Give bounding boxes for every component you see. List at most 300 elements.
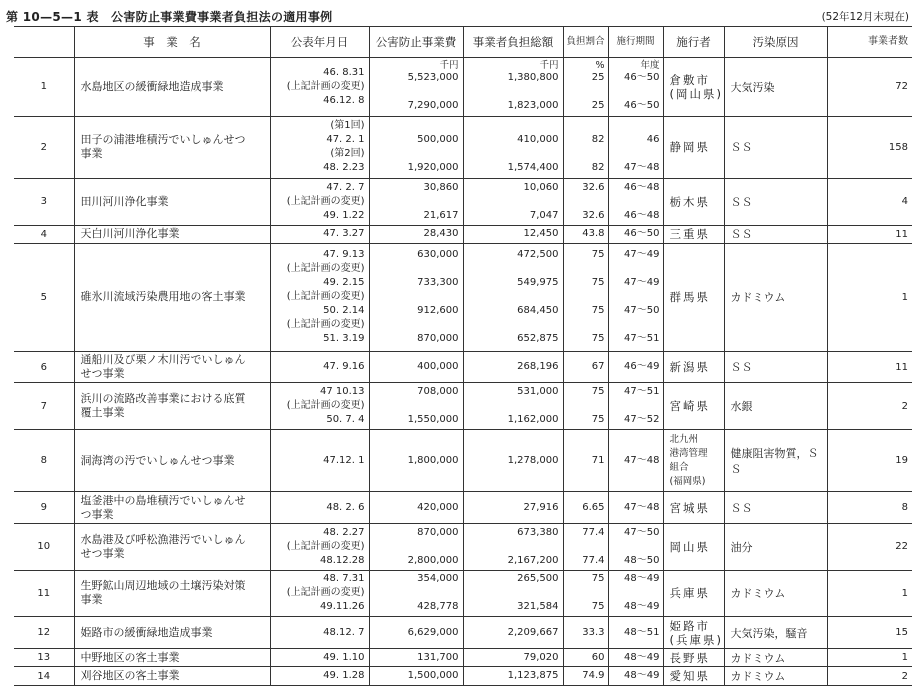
unit-label: 年度 <box>640 60 660 72</box>
agency <box>663 116 724 178</box>
period-value-line: 48〜51 <box>624 626 660 638</box>
period-value-line: 47〜48 <box>624 162 660 174</box>
col-cause: 汚染原因 <box>724 27 827 58</box>
burden-value-line: 1,162,000 <box>507 414 559 426</box>
period-value-line: 46〜50 <box>624 228 660 240</box>
pollution-cause: カドミウム <box>724 667 827 686</box>
agency <box>663 523 724 570</box>
cost-value-line: 1,500,000 <box>407 670 459 682</box>
col-count: 事業者数 <box>827 27 912 58</box>
agency <box>663 351 724 383</box>
agency <box>663 178 724 225</box>
pollution-cause: 水銀 <box>724 383 827 430</box>
project-name <box>74 430 270 492</box>
burden-value <box>463 523 563 570</box>
ratio-value <box>563 617 608 649</box>
project-name-line: 姫路市の緩衝緑地造成事業 <box>80 625 213 639</box>
business-count: 4 <box>827 178 912 225</box>
period-value-line <box>612 262 660 276</box>
col-project-name: 事 業 名 <box>74 27 270 58</box>
agency <box>663 617 724 649</box>
period-value <box>608 430 663 492</box>
period-value-line: 46〜48 <box>624 209 660 221</box>
cost-value-line: 912,600 <box>417 305 459 317</box>
business-count: 1 <box>827 570 912 617</box>
pollution-cause: 油分 <box>724 523 827 570</box>
burden-value-line <box>467 195 559 209</box>
ratio-value <box>563 178 608 225</box>
cost-value-line: 420,000 <box>417 501 459 513</box>
ratio-value-line <box>567 119 605 133</box>
pollution-cause: カドミウム <box>724 244 827 352</box>
period-value-line: 46〜48 <box>624 181 660 193</box>
table-row <box>14 58 912 117</box>
cost-value-line: 131,700 <box>417 651 459 663</box>
announce-date-line: 47 10.13 <box>319 386 365 398</box>
table-title: 第 10—5—1 表 公害防止事業費事業者負担法の適用事例 <box>6 10 333 24</box>
cost-value-line <box>373 586 459 600</box>
table-row <box>14 383 912 430</box>
pollution-cause: 大気汚染 <box>724 58 827 117</box>
ratio-value-line: 67 <box>591 361 605 373</box>
cost-value-line: 870,000 <box>417 526 459 538</box>
row-number: 7 <box>14 383 74 430</box>
cost-value-line: 28,430 <box>423 228 459 240</box>
period-value-line: 48〜49 <box>624 651 660 663</box>
cost-value-line <box>373 262 459 276</box>
ratio-value-line: 71 <box>591 454 605 466</box>
ratio-value-line: 82 <box>591 162 605 174</box>
cost-value-line <box>373 85 459 99</box>
cost-value <box>369 383 463 430</box>
table-body <box>14 58 912 686</box>
ratio-value <box>563 492 608 524</box>
cost-value <box>369 178 463 225</box>
period-value <box>608 383 663 430</box>
announce-date <box>270 430 369 492</box>
ratio-value <box>563 648 608 667</box>
burden-value-line <box>467 540 559 554</box>
project-name-line: 塩釜港中の島堆積汚でいしゅんせ <box>80 493 246 507</box>
agency <box>663 667 724 686</box>
cost-value-line: 2,800,000 <box>407 554 459 566</box>
project-name-line: 水島港及び呼松漁港汚でいしゅん <box>80 532 246 546</box>
announce-date-line: (上記計画の変更) <box>286 263 365 275</box>
announce-date-line: 47.12. 1 <box>323 454 365 466</box>
period-value-line: 47〜50 <box>624 526 660 538</box>
table-row <box>14 648 912 667</box>
row-number: 14 <box>14 667 74 686</box>
period-value <box>608 178 663 225</box>
burden-value-line: 549,975 <box>517 277 559 289</box>
announce-date <box>270 492 369 524</box>
burden-value-line <box>467 119 559 133</box>
burden-value-line: 79,020 <box>523 651 559 663</box>
business-count: 1 <box>827 244 912 352</box>
burden-value-line: 265,500 <box>517 573 559 585</box>
cost-value <box>369 351 463 383</box>
ratio-value-line: 32.6 <box>582 209 605 221</box>
cost-value <box>369 116 463 178</box>
agency-line: 愛知県 <box>669 669 710 684</box>
ratio-value <box>563 225 608 244</box>
announce-date <box>270 244 369 352</box>
row-number: 4 <box>14 225 74 244</box>
ratio-value-line: 25 <box>591 100 605 112</box>
announce-date <box>270 351 369 383</box>
announce-date <box>270 617 369 649</box>
announce-date-line: 49. 1.22 <box>323 209 365 221</box>
period-value-line: 46〜50 <box>624 100 660 112</box>
ratio-value-line: 32.6 <box>582 181 605 193</box>
as-of-date: (52年12月末現在) <box>821 11 909 23</box>
period-value-line <box>612 540 660 554</box>
agency-line: 兵庫県 <box>669 586 710 601</box>
announce-date-line: (第2回) <box>330 148 365 160</box>
ratio-value-line: 77.4 <box>582 526 605 538</box>
cost-value <box>369 570 463 617</box>
burden-value <box>463 225 563 244</box>
cost-value-line: 354,000 <box>417 573 459 585</box>
agency-line: 宮城県 <box>669 500 710 515</box>
burden-value <box>463 383 563 430</box>
project-name-line: 碓氷川流域汚染農用地の客土事業 <box>80 290 246 304</box>
business-count: 8 <box>827 492 912 524</box>
burden-value-line <box>467 262 559 276</box>
announce-date-line: 47. 9.13 <box>323 249 365 261</box>
agency <box>663 492 724 524</box>
ratio-value <box>563 244 608 352</box>
burden-value <box>463 244 563 352</box>
announce-date-line: (上記計画の変更) <box>286 80 365 92</box>
business-count: 11 <box>827 225 912 244</box>
row-number: 3 <box>14 178 74 225</box>
pollution-cause: ＳＳ <box>724 225 827 244</box>
ratio-value-line <box>567 586 605 600</box>
agency <box>663 244 724 352</box>
ratio-value <box>563 116 608 178</box>
col-announce-date: 公表年月日 <box>270 27 369 58</box>
period-value <box>608 492 663 524</box>
unit-label: 千円 <box>439 60 459 72</box>
business-count: 22 <box>827 523 912 570</box>
ratio-value-line: 75 <box>591 249 605 261</box>
announce-date <box>270 667 369 686</box>
period-value <box>608 570 663 617</box>
period-value-line: 47〜51 <box>624 386 660 398</box>
ratio-value <box>563 351 608 383</box>
burden-value-line: 652,875 <box>517 333 559 345</box>
announce-date <box>270 116 369 178</box>
period-value-line: 48〜50 <box>624 554 660 566</box>
cost-value-line <box>373 119 459 133</box>
col-ratio: 負担割合 <box>563 27 608 58</box>
ratio-value-line: 6.65 <box>582 501 605 513</box>
period-value-line: 47〜48 <box>624 501 660 513</box>
cost-value-line <box>373 399 459 413</box>
announce-date-line: 48. 2.27 <box>323 526 365 538</box>
pollution-cause: カドミウム <box>724 570 827 617</box>
period-value-line: 46 <box>646 134 660 146</box>
announce-date-line: 51. 3.19 <box>323 333 365 345</box>
ratio-value-line: 75 <box>591 601 605 613</box>
project-name <box>74 244 270 352</box>
burden-value <box>463 58 563 117</box>
ratio-value-line <box>567 540 605 554</box>
row-number: 9 <box>14 492 74 524</box>
burden-value <box>463 667 563 686</box>
cost-value <box>369 58 463 117</box>
burden-value-line: 268,196 <box>517 361 559 373</box>
burden-value <box>463 430 563 492</box>
announce-date-line: (上記計画の変更) <box>286 291 365 303</box>
agency <box>663 225 724 244</box>
period-value-line: 47〜52 <box>624 414 660 426</box>
ratio-value-line: 74.9 <box>582 670 605 682</box>
table-row <box>14 430 912 492</box>
agency-line: (兵庫県) <box>669 632 723 647</box>
agency-line: 新潟県 <box>669 360 710 375</box>
announce-date <box>270 570 369 617</box>
period-value-line <box>612 586 660 600</box>
period-value <box>608 667 663 686</box>
row-number: 12 <box>14 617 74 649</box>
burden-value-line: 10,060 <box>523 181 559 193</box>
project-name-line: 刈谷地区の客土事業 <box>80 669 180 683</box>
burden-value-line: 1,278,000 <box>507 454 559 466</box>
project-name-line: 事業 <box>80 147 103 161</box>
period-value-line <box>612 318 660 332</box>
business-count: 72 <box>827 58 912 117</box>
announce-date-line: (上記計画の変更) <box>286 319 365 331</box>
agency-line: 三重県 <box>669 227 710 242</box>
ratio-value-line: 75 <box>591 305 605 317</box>
agency-line: 栃木県 <box>669 194 710 209</box>
burden-value-line <box>467 318 559 332</box>
table-row <box>14 116 912 178</box>
period-value-line: 48〜49 <box>624 573 660 585</box>
cost-value-line: 1,800,000 <box>407 454 459 466</box>
period-value-line: 48〜49 <box>624 601 660 613</box>
cost-value <box>369 244 463 352</box>
project-name <box>74 492 270 524</box>
announce-date-line: 49.11.26 <box>319 601 365 613</box>
cost-value-line: 630,000 <box>417 249 459 261</box>
agency <box>663 383 724 430</box>
col-cost: 公害防止事業費 <box>369 27 463 58</box>
cost-value-line <box>373 540 459 554</box>
row-number: 1 <box>14 58 74 117</box>
period-value <box>608 116 663 178</box>
cost-value <box>369 430 463 492</box>
period-value-line <box>612 85 660 99</box>
burden-value <box>463 570 563 617</box>
cost-value <box>369 648 463 667</box>
agency-line: 姫路市 <box>669 618 710 633</box>
burden-value-line: 1,123,875 <box>507 670 559 682</box>
burden-value-line <box>467 147 559 161</box>
project-name <box>74 383 270 430</box>
pollution-cause: カドミウム <box>724 648 827 667</box>
business-count: 19 <box>827 430 912 492</box>
announce-date-line: 50. 7. 4 <box>326 414 365 426</box>
ratio-value-line: 82 <box>591 134 605 146</box>
project-name-line: 水島地区の緩衝緑地造成事業 <box>80 79 224 93</box>
period-value-line: 47〜50 <box>624 305 660 317</box>
ratio-value <box>563 570 608 617</box>
table-row <box>14 351 912 383</box>
col-period: 施行期間 <box>608 27 663 58</box>
burden-value-line: 27,916 <box>523 501 559 513</box>
burden-value-line: 1,574,400 <box>507 162 559 174</box>
row-number: 8 <box>14 430 74 492</box>
announce-date-line: 47. 3.27 <box>323 228 365 240</box>
burden-value-line: 673,380 <box>517 526 559 538</box>
burden-value <box>463 116 563 178</box>
burden-value-line <box>467 290 559 304</box>
cost-value-line: 30,860 <box>423 181 459 193</box>
row-number: 13 <box>14 648 74 667</box>
ratio-value <box>563 667 608 686</box>
cost-value-line: 6,629,000 <box>407 626 459 638</box>
announce-date-line: (上記計画の変更) <box>286 540 365 552</box>
period-value <box>608 244 663 352</box>
announce-date-line: 49. 1.10 <box>323 651 365 663</box>
period-value <box>608 351 663 383</box>
burden-value <box>463 492 563 524</box>
cost-value-line: 500,000 <box>417 134 459 146</box>
table-row <box>14 178 912 225</box>
project-name-line: 浜川の流路改善事業における底質 <box>80 392 246 406</box>
agency-line: 岡山県 <box>669 539 710 554</box>
row-number: 6 <box>14 351 74 383</box>
project-name <box>74 648 270 667</box>
project-name <box>74 178 270 225</box>
announce-date <box>270 383 369 430</box>
ratio-value-line <box>567 318 605 332</box>
project-name <box>74 667 270 686</box>
burden-value-line: 684,450 <box>517 305 559 317</box>
header-row <box>14 27 912 58</box>
announce-date <box>270 648 369 667</box>
announce-date <box>270 523 369 570</box>
agency-line: 港湾管理 <box>669 447 708 459</box>
announce-date-line: (第1回) <box>330 120 365 132</box>
ratio-value-line: 75 <box>591 277 605 289</box>
agency <box>663 648 724 667</box>
burden-value-line: 321,584 <box>517 601 559 613</box>
agency-line: (福岡県) <box>669 475 706 487</box>
project-name <box>74 225 270 244</box>
pollution-cause: ＳＳ <box>724 351 827 383</box>
business-count: 15 <box>827 617 912 649</box>
ratio-value-line <box>567 399 605 413</box>
announce-date-line: 47. 2. 7 <box>326 181 365 193</box>
cost-value-line <box>373 290 459 304</box>
col-number <box>14 27 74 58</box>
announce-date-line: (上記計画の変更) <box>286 400 365 412</box>
ratio-value-line: 77.4 <box>582 554 605 566</box>
project-name-line: せつ事業 <box>80 546 125 560</box>
burden-value-line: 7,047 <box>529 209 559 221</box>
ratio-value-line: 33.3 <box>582 626 605 638</box>
agency <box>663 570 724 617</box>
period-value-line: 47〜49 <box>624 277 660 289</box>
ratio-value-line: 75 <box>591 333 605 345</box>
cost-value-line: 870,000 <box>417 333 459 345</box>
table-row <box>14 667 912 686</box>
period-value-line <box>612 399 660 413</box>
ratio-value-line: 43.8 <box>582 228 605 240</box>
announce-date <box>270 58 369 117</box>
ratio-value-line: 25 <box>591 72 605 84</box>
pollution-cause: 大気汚染，騒音 <box>724 617 827 649</box>
ratio-value-line <box>567 195 605 209</box>
project-name-line: 通船川及び栗ノ木川汚でいしゅん <box>80 353 246 367</box>
pollution-cause: ＳＳ <box>724 116 827 178</box>
burden-value <box>463 351 563 383</box>
table-row <box>14 492 912 524</box>
period-value-line: 47〜49 <box>624 249 660 261</box>
project-name <box>74 523 270 570</box>
ratio-value-line: 75 <box>591 414 605 426</box>
agency-line: 群馬県 <box>669 290 710 305</box>
cost-value-line: 428,778 <box>417 601 459 613</box>
unit-label: % <box>595 60 605 72</box>
burden-value-line <box>467 85 559 99</box>
ratio-value-line <box>567 262 605 276</box>
burden-value <box>463 178 563 225</box>
announce-date-line: 49. 1.28 <box>323 670 365 682</box>
ratio-value-line <box>567 290 605 304</box>
burden-value-line: 1,823,000 <box>507 100 559 112</box>
project-name-line: 天白川河川浄化事業 <box>80 227 180 241</box>
project-name-line: 田子の浦港堆積汚でいしゅんせつ <box>80 133 246 147</box>
period-value-line <box>612 147 660 161</box>
cost-value-line <box>373 318 459 332</box>
table-row <box>14 570 912 617</box>
row-number: 11 <box>14 570 74 617</box>
ratio-value <box>563 58 608 117</box>
table-row <box>14 523 912 570</box>
row-number: 5 <box>14 244 74 352</box>
agency-line: 北九州 <box>669 433 699 445</box>
burden-value-line: 12,450 <box>523 228 559 240</box>
cost-value-line: 733,300 <box>417 277 459 289</box>
cost-value <box>369 523 463 570</box>
announce-date-line: 48. 2.23 <box>323 162 365 174</box>
business-count: 2 <box>827 383 912 430</box>
period-value-line <box>612 119 660 133</box>
application-cases-table <box>14 26 912 686</box>
period-value <box>608 58 663 117</box>
ratio-value <box>563 383 608 430</box>
business-count: 11 <box>827 351 912 383</box>
col-agency: 施行者 <box>663 27 724 58</box>
cost-value <box>369 225 463 244</box>
row-number: 2 <box>14 116 74 178</box>
agency-line: 長野県 <box>669 650 710 665</box>
announce-date-line: 47. 9.16 <box>323 361 365 373</box>
agency-line: 静岡県 <box>669 140 710 155</box>
unit-label: 千円 <box>539 60 559 72</box>
cost-value-line: 5,523,000 <box>407 72 459 84</box>
ratio-value <box>563 523 608 570</box>
period-value-line: 46〜50 <box>624 72 660 84</box>
announce-date-line: (上記計画の変更) <box>286 195 365 207</box>
cost-value <box>369 492 463 524</box>
announce-date-line: 46.12. 8 <box>323 94 365 106</box>
